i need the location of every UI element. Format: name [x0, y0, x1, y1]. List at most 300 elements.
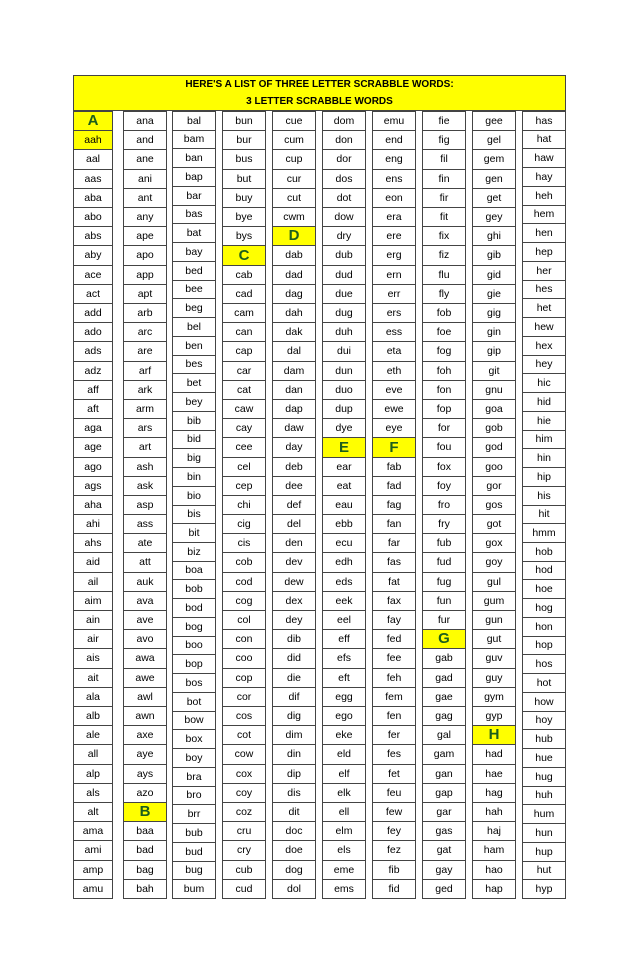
- word-cell: ask: [123, 476, 167, 496]
- word-cell: eon: [372, 188, 416, 208]
- word-cell: brr: [172, 804, 216, 824]
- word-cell: fet: [372, 764, 416, 784]
- word-cell: gib: [472, 245, 516, 266]
- word-cell: fun: [422, 591, 466, 611]
- word-cell: dud: [322, 265, 366, 285]
- word-cell: ems: [322, 879, 366, 899]
- word-cell: cru: [222, 821, 266, 841]
- word-cell: ere: [372, 226, 416, 246]
- word-cell: ass: [123, 514, 167, 534]
- word-cell: bad: [123, 840, 167, 861]
- list-title: HERE'S A LIST OF THREE LETTER SCRABBLE WORDS:: [73, 75, 566, 94]
- word-cell: hoe: [522, 579, 566, 599]
- word-cell: elf: [322, 764, 366, 784]
- word-cell: dal: [272, 341, 316, 362]
- word-cell: ags: [73, 476, 113, 496]
- word-cell: fem: [372, 687, 416, 707]
- word-cell: eel: [322, 610, 366, 630]
- word-cell: cot: [222, 725, 266, 745]
- word-cell: bag: [123, 860, 167, 880]
- word-cell: caw: [222, 399, 266, 419]
- word-cell: din: [272, 744, 316, 765]
- word-cell: gag: [422, 706, 466, 726]
- word-cell: ars: [123, 418, 167, 438]
- word-cell: dun: [322, 361, 366, 381]
- word-cell: few: [372, 802, 416, 822]
- word-cell: hot: [522, 673, 566, 693]
- word-cell: azo: [123, 783, 167, 803]
- word-cell: awa: [123, 648, 167, 669]
- word-cell: art: [123, 437, 167, 458]
- word-cell: ell: [322, 802, 366, 822]
- word-cell: bah: [123, 879, 167, 899]
- word-cell: got: [472, 514, 516, 534]
- word-cell: ads: [73, 341, 113, 362]
- letter-heading-h: H: [472, 725, 516, 745]
- word-cell: fax: [372, 591, 416, 611]
- word-cell: gin: [472, 322, 516, 342]
- word-cell: beg: [172, 298, 216, 318]
- word-cell: fug: [422, 572, 466, 592]
- word-cell: gut: [472, 629, 516, 649]
- word-cell: hie: [522, 411, 566, 431]
- word-cell: bow: [172, 711, 216, 730]
- word-cell: bas: [172, 205, 216, 224]
- word-cell: gee: [472, 111, 516, 131]
- word-cell: def: [272, 495, 316, 515]
- word-cell: eat: [322, 476, 366, 496]
- word-cell: cad: [222, 284, 266, 304]
- word-cell: ers: [372, 303, 416, 323]
- word-cell: ago: [73, 457, 113, 477]
- word-cell: eds: [322, 572, 366, 592]
- word-cell: feh: [372, 668, 416, 688]
- word-cell: gor: [472, 476, 516, 496]
- word-cell: fud: [422, 552, 466, 573]
- word-cell: bog: [172, 617, 216, 637]
- word-cell: huh: [522, 786, 566, 805]
- word-cell: col: [222, 610, 266, 630]
- word-cell: bot: [172, 692, 216, 712]
- letter-heading-g: G: [422, 629, 466, 649]
- letter-heading-b: B: [123, 802, 167, 822]
- word-cell: fay: [372, 610, 416, 630]
- word-cell: are: [123, 341, 167, 362]
- word-cell: err: [372, 284, 416, 304]
- word-cell: dos: [322, 169, 366, 189]
- word-cell: had: [472, 744, 516, 765]
- word-cell: edh: [322, 552, 366, 573]
- word-cell: his: [522, 486, 566, 506]
- word-cell: cep: [222, 476, 266, 496]
- word-cell: ant: [123, 188, 167, 208]
- word-cell: daw: [272, 418, 316, 438]
- word-cell: aal: [73, 149, 113, 170]
- word-cell: hae: [472, 764, 516, 784]
- word-cell: awn: [123, 706, 167, 726]
- word-cell: fig: [422, 130, 466, 150]
- word-cell: eff: [322, 629, 366, 649]
- word-cell: ghi: [472, 226, 516, 246]
- word-cell: amu: [73, 879, 113, 899]
- word-cell: del: [272, 514, 316, 534]
- word-cell: cee: [222, 437, 266, 458]
- word-cell: bin: [172, 467, 216, 487]
- word-cell: ays: [123, 764, 167, 784]
- word-cell: haw: [522, 148, 566, 168]
- word-cell: ewe: [372, 399, 416, 419]
- word-cell: gul: [472, 572, 516, 592]
- word-cell: awe: [123, 668, 167, 688]
- word-cell: alb: [73, 706, 113, 726]
- word-cell: far: [372, 533, 416, 553]
- word-cell: bid: [172, 430, 216, 449]
- word-cell: gar: [422, 802, 466, 822]
- word-cell: ben: [172, 336, 216, 356]
- word-cell: emu: [372, 111, 416, 131]
- word-cell: gat: [422, 840, 466, 861]
- word-cell: fix: [422, 226, 466, 246]
- word-cell: bat: [172, 223, 216, 243]
- word-cell: apt: [123, 284, 167, 304]
- word-cell: fop: [422, 399, 466, 419]
- word-cell: hut: [522, 861, 566, 880]
- word-cell: cup: [272, 149, 316, 170]
- word-cell: fes: [372, 744, 416, 765]
- word-cell: con: [222, 629, 266, 649]
- word-cell: fag: [372, 495, 416, 515]
- word-cell: dev: [272, 552, 316, 573]
- word-cell: dey: [272, 610, 316, 630]
- word-cell: asp: [123, 495, 167, 515]
- word-cell: gox: [472, 533, 516, 553]
- word-cell: boy: [172, 748, 216, 768]
- word-cell: eke: [322, 725, 366, 745]
- word-cell: get: [472, 188, 516, 208]
- word-cell: bug: [172, 861, 216, 880]
- word-cell: can: [222, 322, 266, 342]
- word-cell: ens: [372, 169, 416, 189]
- word-cell: fro: [422, 495, 466, 515]
- word-cell: foh: [422, 361, 466, 381]
- word-cell: fad: [372, 476, 416, 496]
- word-cell: ecu: [322, 533, 366, 553]
- word-cell: air: [73, 629, 113, 649]
- word-cell: dee: [272, 476, 316, 496]
- word-cell: god: [472, 437, 516, 458]
- word-cell: hyp: [522, 879, 566, 899]
- word-cell: dog: [272, 860, 316, 880]
- word-cell: gym: [472, 687, 516, 707]
- word-cell: gum: [472, 591, 516, 611]
- word-cell: bys: [222, 226, 266, 246]
- word-cell: ava: [123, 591, 167, 611]
- word-cell: amp: [73, 860, 113, 880]
- word-cell: gos: [472, 495, 516, 515]
- word-cell: gem: [472, 149, 516, 170]
- word-cell: dam: [272, 361, 316, 381]
- word-cell: ape: [123, 226, 167, 246]
- word-cell: apo: [123, 245, 167, 266]
- word-cell: aba: [73, 188, 113, 208]
- word-cell: hod: [522, 561, 566, 580]
- word-cell: ail: [73, 572, 113, 592]
- word-cell: fox: [422, 457, 466, 477]
- word-cell: dag: [272, 284, 316, 304]
- word-cell: ave: [123, 610, 167, 630]
- word-cell: ahi: [73, 514, 113, 534]
- word-cell: eek: [322, 591, 366, 611]
- word-cell: car: [222, 361, 266, 381]
- word-cell: dip: [272, 764, 316, 784]
- word-cell: dab: [272, 245, 316, 266]
- word-cell: fog: [422, 341, 466, 362]
- word-cell: gam: [422, 744, 466, 765]
- letter-heading-a: A: [73, 111, 113, 131]
- word-cell: day: [272, 437, 316, 458]
- word-cell: ban: [172, 148, 216, 168]
- word-cell: age: [73, 437, 113, 458]
- word-cell: haj: [472, 821, 516, 841]
- word-cell: gie: [472, 284, 516, 304]
- word-cell: cam: [222, 303, 266, 323]
- word-cell: did: [272, 648, 316, 669]
- word-cell: ait: [73, 668, 113, 688]
- word-cell: fat: [372, 572, 416, 592]
- word-cell: cur: [272, 169, 316, 189]
- word-cell: and: [123, 130, 167, 150]
- word-cell: flu: [422, 265, 466, 285]
- word-cell: bay: [172, 242, 216, 262]
- word-cell: deb: [272, 457, 316, 477]
- word-cell: cis: [222, 533, 266, 553]
- word-cell: gig: [472, 303, 516, 323]
- word-cell: dim: [272, 725, 316, 745]
- word-cell: ami: [73, 840, 113, 861]
- word-cell: fey: [372, 821, 416, 841]
- word-cell: ear: [322, 457, 366, 477]
- word-cell: abo: [73, 207, 113, 227]
- word-cell: aha: [73, 495, 113, 515]
- word-cell: dup: [322, 399, 366, 419]
- word-cell: aah: [73, 130, 113, 150]
- word-cell: elm: [322, 821, 366, 841]
- word-cell: cub: [222, 860, 266, 880]
- word-cell: dug: [322, 303, 366, 323]
- word-cell: dif: [272, 687, 316, 707]
- word-cell: hip: [522, 467, 566, 487]
- word-cell: bud: [172, 842, 216, 862]
- word-cell: eau: [322, 495, 366, 515]
- word-cell: cap: [222, 341, 266, 362]
- word-cell: bel: [172, 317, 216, 337]
- word-cell: hub: [522, 729, 566, 749]
- word-cell: dol: [272, 879, 316, 899]
- word-cell: don: [322, 130, 366, 150]
- word-cell: ash: [123, 457, 167, 477]
- word-cell: bio: [172, 486, 216, 506]
- word-cell: bro: [172, 786, 216, 805]
- word-cell: hon: [522, 617, 566, 637]
- word-cell: fiz: [422, 245, 466, 266]
- word-cell: app: [123, 265, 167, 285]
- word-cell: gyp: [472, 706, 516, 726]
- word-cell: aga: [73, 418, 113, 438]
- word-cell: hao: [472, 860, 516, 880]
- word-cell: foe: [422, 322, 466, 342]
- word-cell: hat: [522, 130, 566, 149]
- word-cell: eye: [372, 418, 416, 438]
- word-cell: cop: [222, 668, 266, 688]
- word-cell: gad: [422, 668, 466, 688]
- word-cell: fez: [372, 840, 416, 861]
- word-cell: ala: [73, 687, 113, 707]
- word-cell: cox: [222, 764, 266, 784]
- word-cell: gun: [472, 610, 516, 630]
- word-cell: arb: [123, 303, 167, 323]
- word-cell: doc: [272, 821, 316, 841]
- word-cell: hap: [472, 879, 516, 899]
- word-cell: dis: [272, 783, 316, 803]
- word-cell: hog: [522, 598, 566, 618]
- word-cell: bra: [172, 767, 216, 787]
- word-cell: bod: [172, 598, 216, 618]
- word-cell: dex: [272, 591, 316, 611]
- word-cell: bop: [172, 654, 216, 674]
- word-cell: for: [422, 418, 466, 438]
- word-cell: gnu: [472, 380, 516, 400]
- word-cell: hah: [472, 802, 516, 822]
- word-cell: ane: [123, 149, 167, 170]
- word-cell: eng: [372, 149, 416, 170]
- word-cell: bed: [172, 261, 216, 281]
- word-cell: bee: [172, 280, 216, 299]
- word-cell: gas: [422, 821, 466, 841]
- word-cell: dom: [322, 111, 366, 131]
- word-cell: gip: [472, 341, 516, 362]
- word-cell: bet: [172, 373, 216, 393]
- word-cell: ale: [73, 725, 113, 745]
- word-cell: aby: [73, 245, 113, 266]
- word-cell: gab: [422, 648, 466, 669]
- word-cell: arf: [123, 361, 167, 381]
- word-cell: feu: [372, 783, 416, 803]
- word-cell: arc: [123, 322, 167, 342]
- word-cell: hit: [522, 505, 566, 524]
- word-cell: die: [272, 668, 316, 688]
- word-cell: her: [522, 261, 566, 281]
- word-cell: cwm: [272, 207, 316, 227]
- word-cell: fer: [372, 725, 416, 745]
- word-cell: aft: [73, 399, 113, 419]
- letter-heading-f: F: [372, 437, 416, 458]
- word-cell: any: [123, 207, 167, 227]
- word-cell: big: [172, 448, 216, 468]
- word-cell: ace: [73, 265, 113, 285]
- word-cell: dit: [272, 802, 316, 822]
- word-cell: ged: [422, 879, 466, 899]
- word-cell: goa: [472, 399, 516, 419]
- word-cell: coy: [222, 783, 266, 803]
- word-cell: hes: [522, 280, 566, 299]
- word-cell: coz: [222, 802, 266, 822]
- letter-heading-c: C: [222, 245, 266, 266]
- word-cell: box: [172, 729, 216, 749]
- word-cell: eld: [322, 744, 366, 765]
- word-cell: goo: [472, 457, 516, 477]
- word-cell: bum: [172, 879, 216, 899]
- word-cell: ess: [372, 322, 416, 342]
- word-cell: hep: [522, 242, 566, 262]
- word-cell: fly: [422, 284, 466, 304]
- word-cell: goy: [472, 552, 516, 573]
- word-cell: cay: [222, 418, 266, 438]
- word-cell: hey: [522, 355, 566, 374]
- word-cell: buy: [222, 188, 266, 208]
- word-cell: gid: [472, 265, 516, 285]
- word-cell: dor: [322, 149, 366, 170]
- word-cell: fin: [422, 169, 466, 189]
- word-cell: ego: [322, 706, 366, 726]
- word-cell: aas: [73, 169, 113, 189]
- word-cell: fou: [422, 437, 466, 458]
- word-cell: gen: [472, 169, 516, 189]
- word-cell: dib: [272, 629, 316, 649]
- word-cell: ark: [123, 380, 167, 400]
- word-cell: cor: [222, 687, 266, 707]
- word-cell: bam: [172, 130, 216, 149]
- word-cell: bus: [222, 149, 266, 170]
- word-cell: dah: [272, 303, 316, 323]
- word-cell: dap: [272, 399, 316, 419]
- word-cell: fir: [422, 188, 466, 208]
- word-cell: efs: [322, 648, 366, 669]
- word-cell: how: [522, 692, 566, 712]
- word-cell: cue: [272, 111, 316, 131]
- word-cell: cow: [222, 744, 266, 765]
- word-cell: att: [123, 552, 167, 573]
- word-cell: ado: [73, 322, 113, 342]
- word-cell: hup: [522, 842, 566, 862]
- word-cell: bye: [222, 207, 266, 227]
- word-cell: cob: [222, 552, 266, 573]
- word-cell: gan: [422, 764, 466, 784]
- word-cell: chi: [222, 495, 266, 515]
- word-cell: auk: [123, 572, 167, 592]
- word-cell: git: [472, 361, 516, 381]
- word-cell: axe: [123, 725, 167, 745]
- word-cell: hmm: [522, 523, 566, 543]
- word-cell: bis: [172, 505, 216, 524]
- word-cell: biz: [172, 542, 216, 562]
- word-cell: eme: [322, 860, 366, 880]
- word-cell: hos: [522, 654, 566, 674]
- word-cell: gob: [472, 418, 516, 438]
- word-cell: boa: [172, 561, 216, 580]
- word-cell: hob: [522, 542, 566, 562]
- word-cell: als: [73, 783, 113, 803]
- word-cell: fry: [422, 514, 466, 534]
- word-cell: cry: [222, 840, 266, 861]
- word-cell: hem: [522, 205, 566, 224]
- word-cell: ate: [123, 533, 167, 553]
- word-cell: dak: [272, 322, 316, 342]
- word-cell: bey: [172, 392, 216, 412]
- word-cell: act: [73, 284, 113, 304]
- word-cell: ebb: [322, 514, 366, 534]
- word-cell: fil: [422, 149, 466, 170]
- word-cell: gel: [472, 130, 516, 150]
